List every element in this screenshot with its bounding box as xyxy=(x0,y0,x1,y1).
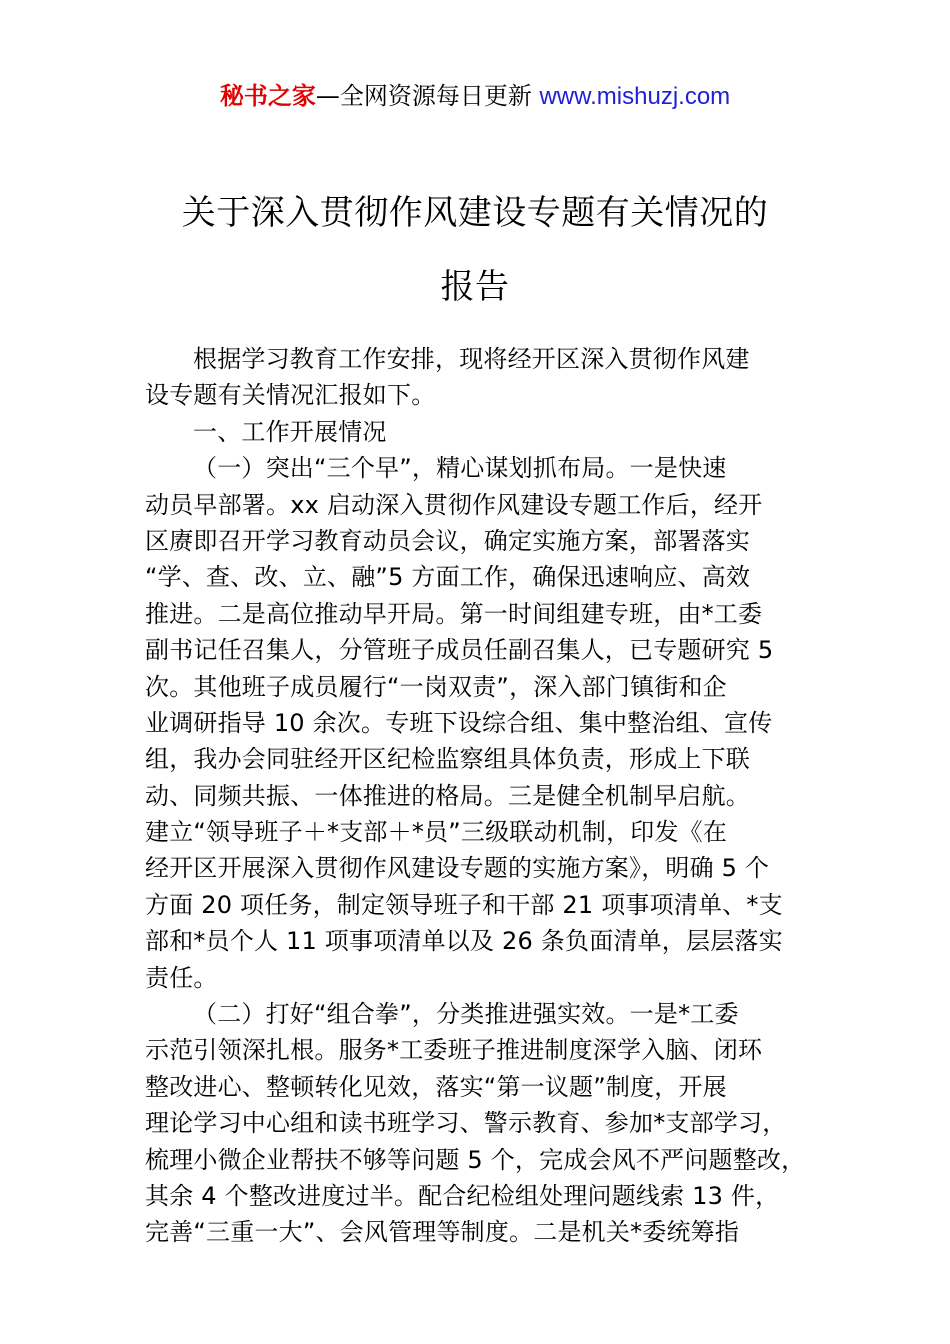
section-heading: 一、工作开展情况 xyxy=(193,417,387,446)
body-line: 完善“三重一大”、会风管理等制度。二是机关*委统筹指 xyxy=(145,1218,740,1247)
site-url[interactable]: www.mishuzj.com xyxy=(539,83,731,110)
body-line: 动、同频共振、一体推进的格局。三是健全机制早启航。 xyxy=(145,781,750,810)
body-line: （二）打好“组合拳”，分类推进强实效。一是*工委 xyxy=(193,1000,739,1029)
body-line: 次。其他班子成员履行“一岗双责”，深入部门镇街和企 xyxy=(145,672,727,701)
body-line: 动员早部署。xx 启动深入贯彻作风建设专题工作后，经开 xyxy=(145,490,763,519)
body-line: 理论学习中心组和读书班学习、警示教育、参加*支部学习， xyxy=(145,1109,787,1138)
document-body xyxy=(145,341,815,1251)
body-line: 其余 4 个整改进度过半。配合纪检组处理问题线索 13 件， xyxy=(145,1181,780,1210)
body-line: 梳理小微企业帮扶不够等问题 5 个，完成会风不严问题整改， xyxy=(145,1145,806,1174)
body-line: “学、查、改、立、融”5 方面工作，确保迅速响应、高效 xyxy=(145,563,751,592)
body-line: 设专题有关情况汇报如下。 xyxy=(145,381,436,410)
body-line: 部和*员个人 11 项事项清单以及 26 条负面清单，层层落实 xyxy=(145,927,783,956)
body-line: 整改进心、整顿转化见效，落实“第一议题”制度，开展 xyxy=(145,1072,727,1101)
body-line: 组，我办会同驻经开区纪检监察组具体负责，形成上下联 xyxy=(145,745,750,774)
body-line: 经开区开展深入贯彻作风建设专题的实施方案》，明确 5 个 xyxy=(145,854,770,883)
body-line: 业调研指导 10 余次。专班下设综合组、集中整治组、宣传 xyxy=(145,708,773,737)
body-line: 区赓即召开学习教育动员会议，确定实施方案，部署落实 xyxy=(145,526,750,555)
body-line: 推进。二是高位推动早开局。第一时间组建专班，由*工委 xyxy=(145,599,763,628)
body-line: 示范引领深扎根。服务*工委班子推进制度深学入脑、闭环 xyxy=(145,1036,763,1065)
document-title xyxy=(0,176,950,324)
site-header xyxy=(0,80,950,113)
body-line: 建立“领导班子＋*支部＋*员”三级联动机制，印发《在 xyxy=(145,818,728,847)
body-line: 方面 20 项任务，制定领导班子和干部 21 项事项清单、*支 xyxy=(145,890,783,919)
body-line: （一）突出“三个早”，精心谋划抓布局。一是快速 xyxy=(193,454,727,483)
brand-name: 秘书之家 xyxy=(219,82,316,110)
body-line: 责任。 xyxy=(145,963,218,992)
body-line: 副书记任召集人，分管班子成员任副召集人，已专题研究 5 xyxy=(145,636,774,665)
title-line-1: 关于深入贯彻作风建设专题有关情况的 xyxy=(181,193,769,233)
header-tagline: —全网资源每日更新 xyxy=(315,82,540,110)
title-line-2: 报告 xyxy=(440,267,510,307)
body-line: 根据学习教育工作安排，现将经开区深入贯彻作风建 xyxy=(193,345,750,373)
